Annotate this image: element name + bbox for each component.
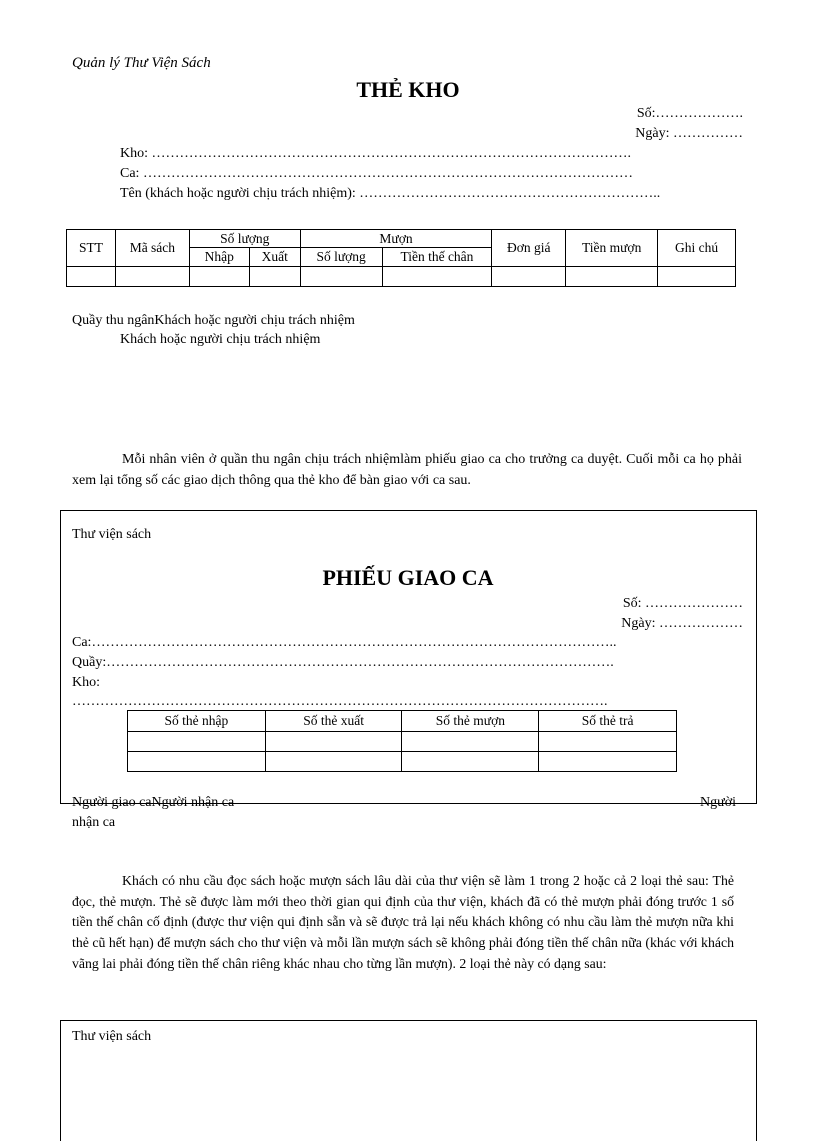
col-quantity: Số lượng	[189, 230, 300, 248]
col-import-cards: Số thẻ nhập	[128, 711, 266, 732]
shift-form-warehouse-dots: …………………………………………………………………………………………………….	[72, 694, 608, 709]
col-borrow-fee: Tiền mượn	[566, 230, 658, 267]
signature-line-2: Khách hoặc người chịu trách nhiệm	[120, 332, 321, 347]
col-note: Ghi chú	[658, 230, 736, 267]
stock-card-date: Ngày: ……………	[635, 126, 743, 141]
card-types-paragraph: Khách có nhu cầu đọc sách hoặc mượn sách lâu dài của thư viện sẽ làm 1 trong 2 hoặc cả 2 loại thẻ sau: Thẻ đọc, thẻ mượn. Thẻ sẽ được làm mới theo thời gian qui định của thư viện, khách đã có thẻ mượn phải đóng trước 1 số tiền thế chân cố định (được thư viện qui định sẵn và sẽ được trả lại nếu khách không có nhu cầu làm thẻ mượn nữa khi thẻ cũ hết hạn) để mượn sách cho thư viện và mỗi lần mượn sách sẽ không phải đóng tiền thế chân nữa (khác với khách vãng lai phải đóng tiền thế chân riêng khác nhau cho từng lần mượn). 2 loại thẻ này có dạng sau:	[72, 873, 734, 971]
stock-card-responsible: Tên (khách hoặc người chịu trách nhiệm): ………………………………………………………..	[120, 186, 661, 201]
stock-card-number: Số:……………….	[636, 106, 743, 121]
signature-line-1: Quầy thu ngânKhách hoặc người chịu trách nhiệm	[72, 313, 355, 328]
col-deposit: Tiền thế chân	[382, 248, 492, 267]
col-borrow-cards: Số thẻ mượn	[402, 711, 539, 732]
table-row	[128, 732, 677, 752]
col-unit-price: Đơn giá	[492, 230, 566, 267]
col-borrow-quantity: Số lượng	[300, 248, 382, 267]
shift-form-signature-wrap: nhận ca	[72, 815, 116, 830]
stock-card-title: THẺ KHO	[356, 77, 460, 102]
stock-card-table	[66, 229, 736, 287]
col-book-code: Mã sách	[115, 230, 189, 267]
shift-form-date: Ngày: ………………	[621, 616, 743, 631]
col-borrow: Mượn	[300, 230, 492, 248]
col-export-cards: Số thẻ xuất	[265, 711, 402, 732]
col-return-cards: Số thẻ trả	[539, 711, 677, 732]
document-header: Quản lý Thư Viện Sách	[72, 55, 211, 71]
card-form-library: Thư viện sách	[72, 1029, 152, 1044]
shift-form-signature-right: Người	[700, 795, 736, 810]
shift-form-title: PHIẾU GIAO CA	[322, 565, 494, 590]
shift-form-warehouse: Kho:	[72, 675, 100, 690]
stock-card-shift: Ca: ……………………………………………………………………………………………	[120, 166, 633, 181]
shift-form-number: Số: …………………	[622, 596, 743, 611]
col-stt: STT	[67, 230, 116, 267]
shift-form-table	[127, 710, 677, 772]
shift-form-shift: Ca:…………………………………………………………………………………………………..	[72, 635, 617, 650]
shift-form-signature-left: Người giao caNgười nhận ca	[72, 795, 235, 810]
table-row	[128, 752, 677, 772]
shift-form-counter: Quầy:……………………………………………………………………………………………….	[72, 655, 614, 670]
col-export: Xuất	[249, 248, 300, 267]
stock-card-warehouse: Kho: ………………………………………………………………………………………….	[120, 146, 631, 161]
shift-handover-paragraph: Mỗi nhân viên ở quần thu ngân chịu trách nhiệmlàm phiếu giao ca cho trưởng ca duyệt. Cuối mỗi ca họ phải xem lại tổng số các giao dịch thông qua thẻ kho để bàn giao với ca sau.	[72, 452, 742, 488]
col-import: Nhập	[189, 248, 249, 267]
shift-form-library: Thư viện sách	[72, 527, 152, 542]
table-row	[67, 267, 736, 287]
